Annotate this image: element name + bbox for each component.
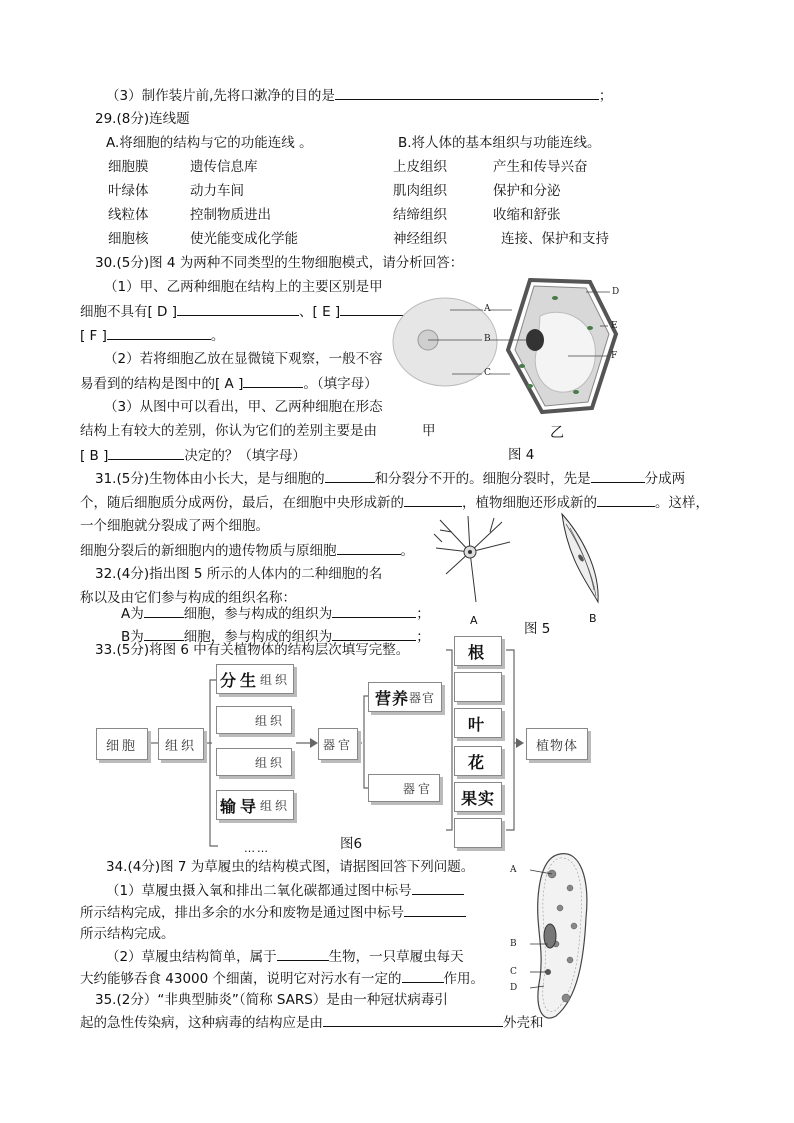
answer-blank[interactable] — [402, 969, 444, 983]
fig4-label-b: B — [484, 334, 491, 344]
q31-line1-a: 31.(5分)生物体由小长大，是与细胞的 — [95, 471, 325, 487]
fig7-label-a: A — [510, 865, 517, 875]
figure-6-caption: 图6 — [340, 836, 363, 852]
q34-line6 — [80, 969, 484, 988]
box-organ-text: 器官 — [322, 737, 353, 752]
organ-blank-suffix: 器官 — [402, 781, 433, 796]
q29-a-right-0: 遗传信息库 — [190, 159, 258, 175]
q32-line1: 32.(4分)指出图 5 所示的人体内的二种细胞的名 — [95, 566, 383, 582]
q29-b-right-0: 产生和传导兴奋 — [493, 159, 588, 175]
fig4-label-d: D — [612, 287, 620, 297]
q34-line3-text: 所示结构完成，排出多余的水分和废物是通过图中标号 — [80, 905, 404, 921]
box-tissue-meristem — [216, 664, 294, 694]
q30-title: 30.(5分)图 4 为两种不同类型的生物细胞模式，请分析回答： — [95, 255, 464, 271]
box-plant-body — [526, 728, 588, 760]
q30-line5-a: 易看到的结构是图中的[ A ] — [80, 376, 244, 392]
box-plant-body-text: 植物体 — [535, 738, 578, 754]
box-seed-blank[interactable] — [454, 818, 502, 848]
q35-line2-b: 外壳和 — [503, 1015, 544, 1031]
answer-blank[interactable] — [277, 947, 329, 961]
q32-b-end: ； — [416, 629, 430, 645]
figure-5-caption: 图 5 — [524, 621, 551, 637]
q35-line2 — [80, 1013, 544, 1032]
figure-4-caption: 图 4 — [508, 447, 535, 463]
q30-line2-a: 细胞不具有[ D ] — [80, 304, 178, 320]
q34-line2 — [106, 881, 464, 900]
q31-line2-c: 。这样， — [655, 495, 709, 511]
q30-line8-a: [ B ] — [80, 448, 109, 464]
tissue-conducting-main: 输导 — [219, 796, 260, 816]
q29-b-right-3: 连接、保护和支持 — [501, 231, 609, 247]
q29-b-right-2: 收缩和舒张 — [493, 207, 561, 223]
q28-3-end: ； — [598, 88, 613, 104]
q34-line3 — [80, 903, 466, 922]
q29-a-left-0: 细胞膜 — [108, 159, 149, 175]
box-tissue-blank-1[interactable] — [216, 706, 292, 734]
box-tissue — [158, 728, 204, 760]
q30-jia-label: 甲 — [422, 423, 436, 439]
answer-blank[interactable] — [323, 1013, 503, 1027]
tissue-meristem-main: 分生 — [219, 670, 260, 690]
fig7-label-d: D — [510, 983, 518, 993]
q31-line2-b: ，植物细胞还形成新的 — [462, 495, 597, 511]
q33-title: 33.(5分)将图 6 中有关植物体的结构层次填写完整。 — [95, 642, 410, 658]
tissue-meristem-suffix: 组织 — [260, 672, 291, 687]
fig7-label-c: C — [510, 967, 517, 977]
fig4-label-f: F — [611, 351, 618, 361]
q28-3-text: （3）制作装片前,先将口漱净的目的是 — [106, 88, 335, 104]
fig7-label-b: B — [510, 939, 517, 949]
q31-line1-b: 和分裂分不开的。细胞分裂时，先是 — [374, 471, 591, 487]
fig4-label-a: A — [484, 304, 491, 314]
q31-line3: 一个细胞就分裂成了两个细胞。 — [80, 518, 269, 534]
q34-line5-b: 生物，一只草履虫每天 — [328, 949, 464, 965]
tissue-conducting-suffix: 组织 — [260, 798, 291, 813]
organ-leaf: 叶 — [467, 714, 488, 734]
fig4-label-e: E — [611, 321, 618, 331]
q32-a-end: ； — [416, 606, 430, 622]
fig5-label-a: A — [470, 614, 478, 627]
q32-b-text: 细胞，参与构成的组织为 — [183, 629, 333, 645]
q32-line2: 称以及由它们参与构成的组织名称： — [80, 590, 296, 606]
q30-line5-b: 。（填字母） — [303, 376, 378, 392]
q29-b-left-3: 神经组织 — [393, 231, 447, 247]
q35-line2-a: 起的急性传染病，这种病毒的结构应是由 — [80, 1015, 323, 1031]
fig4-label-c: C — [484, 368, 491, 378]
q29-a-left-3: 细胞核 — [108, 231, 149, 247]
q29-b-left-0: 上皮组织 — [393, 159, 447, 175]
organ-fruit: 果实 — [460, 788, 495, 808]
tissue-blank-2-suffix: 组织 — [254, 755, 285, 770]
q29-part-b: B.将人体的基本组织与功能连线。 — [398, 135, 601, 151]
organ-nutritive-suffix: 器官 — [409, 690, 436, 705]
q34-line1: 34.(4分)图 7 为草履虫的结构模式图，请据图回答下列问题。 — [106, 859, 475, 875]
q31-line2-a: 个，随后细胞质分成两份，最后，在细胞中央形成新的 — [80, 495, 404, 511]
q29-a-right-2: 控制物质进出 — [190, 207, 271, 223]
q35-line1: 35.(2分）“非典型肺炎”（简称 SARS）是由一种冠状病毒引 — [95, 992, 448, 1008]
q30-line3-end: 。 — [210, 328, 225, 344]
box-flower — [454, 746, 502, 776]
q29-b-right-1: 保护和分泌 — [493, 183, 561, 199]
q29-a-right-3: 使光能变成化学能 — [190, 231, 298, 247]
q31-line4-a: 细胞分裂后的新细胞内的遗传物质与原细胞 — [80, 543, 337, 559]
q29-b-left-2: 结缔组织 — [393, 207, 447, 223]
box-tissue-blank-2[interactable] — [216, 748, 292, 776]
q34-line6-b: 作用。 — [443, 971, 485, 987]
q34-line2-text: （1）草履虫摄入氧和排出二氧化碳都通过图中标号 — [106, 883, 412, 899]
tissue-ellipsis: …… — [244, 842, 270, 855]
q34-line5-a: （2）草履虫结构简单，属于 — [106, 949, 277, 965]
q30-line6: （3）从图中可以看出，甲、乙两种细胞在形态 — [104, 399, 383, 415]
q30-yi-label: 乙 — [550, 425, 564, 441]
q34-line4: 所示结构完成。 — [80, 926, 175, 942]
q29-a-left-2: 线粒体 — [108, 207, 149, 223]
box-root — [454, 636, 502, 666]
organ-flower: 花 — [467, 752, 488, 772]
q34-line6-a: 大约能够吞食 43000 个细菌，说明它对污水有一定的 — [80, 971, 402, 987]
q32-a-prefix: A为 — [121, 606, 144, 622]
q34-line5 — [106, 947, 464, 966]
q29-part-a: A.将细胞的结构与它的功能连线 。 — [106, 135, 313, 151]
box-organ-blank[interactable] — [368, 774, 440, 802]
q32-a-text: 细胞，参与构成的组织为 — [183, 606, 333, 622]
organ-root: 根 — [467, 642, 488, 662]
q31-line1-c: 分成两 — [644, 471, 686, 487]
box-organ-slot-blank[interactable] — [454, 672, 502, 702]
q29-a-left-1: 叶绿体 — [108, 183, 149, 199]
q30-line8-b: 决定的？（填字母） — [184, 448, 306, 464]
box-fruit — [454, 782, 502, 812]
box-cell — [96, 728, 148, 760]
box-organ-nutritive — [368, 682, 442, 712]
q30-line3-a: [ F ] — [80, 328, 107, 344]
q29-a-right-1: 动力车间 — [190, 183, 244, 199]
q29-title: 29.(8分)连线题 — [95, 111, 190, 127]
q32-b-prefix: B为 — [121, 629, 144, 645]
tissue-blank-1-suffix: 组织 — [254, 713, 285, 728]
box-organ — [318, 728, 358, 760]
box-tissue-conducting — [216, 790, 294, 820]
box-cell-text: 细胞 — [105, 738, 138, 754]
q30-line2-b: 、[ E ] — [299, 304, 341, 320]
q29-b-left-1: 肌肉组织 — [393, 183, 447, 199]
figure-7-paramecium — [530, 848, 600, 1024]
organ-nutritive-main: 营养 — [374, 688, 409, 708]
q30-line1: （1）甲、乙两种细胞在结构上的主要区别是甲 — [104, 279, 383, 295]
q30-line7: 结构上有较大的差别，你认为它们的差别主要是由 — [80, 423, 377, 439]
box-leaf — [454, 708, 502, 738]
box-tissue-text: 组织 — [164, 738, 197, 754]
fig5-label-b: B — [589, 612, 597, 625]
q31-line4-b: 。 — [400, 543, 414, 559]
answer-blank[interactable] — [412, 881, 464, 895]
q30-line4: （2）若将细胞乙放在显微镜下观察，一般不容 — [104, 351, 383, 367]
answer-blank[interactable] — [404, 903, 466, 917]
